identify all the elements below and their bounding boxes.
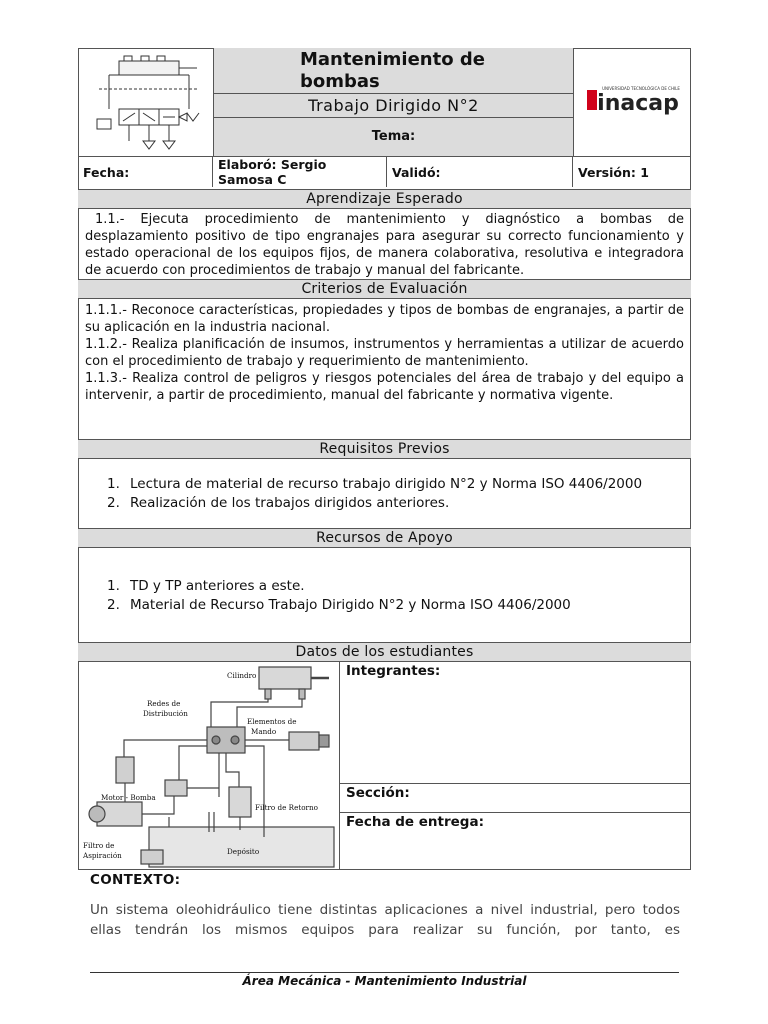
- document-subtitle: Trabajo Dirigido N°2: [213, 94, 573, 118]
- recurso-item: 2. Material de Recurso Trabajo Dirigido N°2 y Norma ISO 4406/2000: [107, 597, 571, 613]
- label-filtro-asp-l2: Aspiración: [83, 851, 122, 860]
- requisito-item: 2. Realización de los trabajos dirigidos anteriores.: [107, 495, 450, 511]
- criterios-list: [78, 301, 691, 439]
- label-filtro-asp-l1: Filtro de: [83, 841, 115, 850]
- logo-wordmark: inacap: [597, 91, 679, 116]
- elaboro-line1: Elaboró: Sergio: [218, 157, 327, 172]
- document-title: [213, 48, 573, 94]
- aprendizaje-paragraph: 1.1.- Ejecuta procedimiento de mantenimiento y diagnóstico a bombas de desplazamiento positivo de tipo engranajes para asegurar su correcto funcionamiento y estado operacional de los equipos fijos, de manera colaborativa, resolutiva e integradora de acuerdo con procedimientos de trabajo y manual del fabricante.: [85, 212, 684, 278]
- label-redes-l1: Redes de: [147, 699, 181, 708]
- contexto-heading: CONTEXTO:: [90, 872, 181, 888]
- elaboro-label: [213, 157, 387, 187]
- student-fields: [339, 661, 691, 870]
- integrantes-label: Integrantes:: [346, 663, 441, 679]
- divider: [340, 812, 691, 813]
- requisito-item: 1. Lectura de material de recurso trabajo dirigido N°2 y Norma ISO 4406/2000: [107, 476, 643, 492]
- recurso-item: 1. TD y TP anteriores a este.: [107, 578, 305, 594]
- requisitos-title: Requisitos Previos: [78, 439, 691, 459]
- criterio-item: 1.1.2.- Realiza planificación de insumos, instrumentos y herramientas a utilizar de acuerdo con el procedimiento de trabajo y requerimiento de mantenimiento.: [85, 337, 684, 369]
- label-motor: Motor - Bomba: [101, 793, 156, 802]
- label-deposito: Depósito: [227, 847, 260, 856]
- contexto-text: [90, 900, 680, 940]
- aprendizaje-title: Aprendizaje Esperado: [78, 189, 691, 209]
- meta-row: [78, 156, 691, 187]
- aprendizaje-text: [78, 210, 691, 280]
- page-footer: Área Mecánica - Mantenimiento Industrial: [242, 974, 527, 988]
- elaboro-line2: Samosa C: [218, 172, 287, 187]
- document-title-line1: Mantenimiento de bombas: [300, 49, 485, 92]
- label-elementos-l2: Mando: [251, 727, 277, 736]
- requisitos-list: [107, 475, 642, 513]
- label-redes-l2: Distribución: [143, 709, 188, 718]
- hydraulic-system-diagram: [79, 662, 339, 869]
- contexto-line: Un sistema oleohidráulico tiene distintas aplicaciones a nivel industrial, pero todos: [90, 902, 680, 918]
- inacap-logo: [573, 48, 691, 156]
- criterio-item: 1.1.3.- Realiza control de peligros y riesgos potenciales del área de trabajo y del equipo a intervenir, a partir de procedimiento, manual del fabricante y normativa vigente.: [85, 371, 684, 403]
- estudiantes-title: Datos de los estudiantes: [78, 642, 691, 662]
- label-filtro-retorno: Filtro de Retorno: [255, 803, 318, 812]
- hydraulic-schematic-image: [79, 49, 213, 156]
- footer-divider: [90, 972, 679, 973]
- criterio-item: 1.1.1.- Reconoce características, propiedades y tipos de bombas de engranajes, a partir de su aplicación en la industria nacional.: [85, 303, 684, 335]
- recursos-title: Recursos de Apoyo: [78, 528, 691, 548]
- recursos-list: [107, 577, 571, 615]
- tema-label: Tema:: [213, 118, 573, 156]
- valido-label: Validó:: [387, 157, 573, 187]
- contexto-line: ellas tendrán los mismos equipos para realizar su función, por tanto, es: [90, 922, 680, 938]
- entrega-label: Fecha de entrega:: [346, 814, 484, 830]
- version-label: Versión: 1: [578, 164, 649, 180]
- logo-tagline: UNIVERSIDAD TECNOLÓGICA DE CHILE: [602, 86, 680, 91]
- seccion-label: Sección:: [346, 785, 410, 801]
- label-cilindro: Cilindro: [227, 671, 257, 680]
- criterios-title: Criterios de Evaluación: [78, 279, 691, 299]
- fecha-label: Fecha:: [78, 157, 213, 187]
- divider: [340, 783, 691, 784]
- label-elementos-l1: Elementos de: [247, 717, 297, 726]
